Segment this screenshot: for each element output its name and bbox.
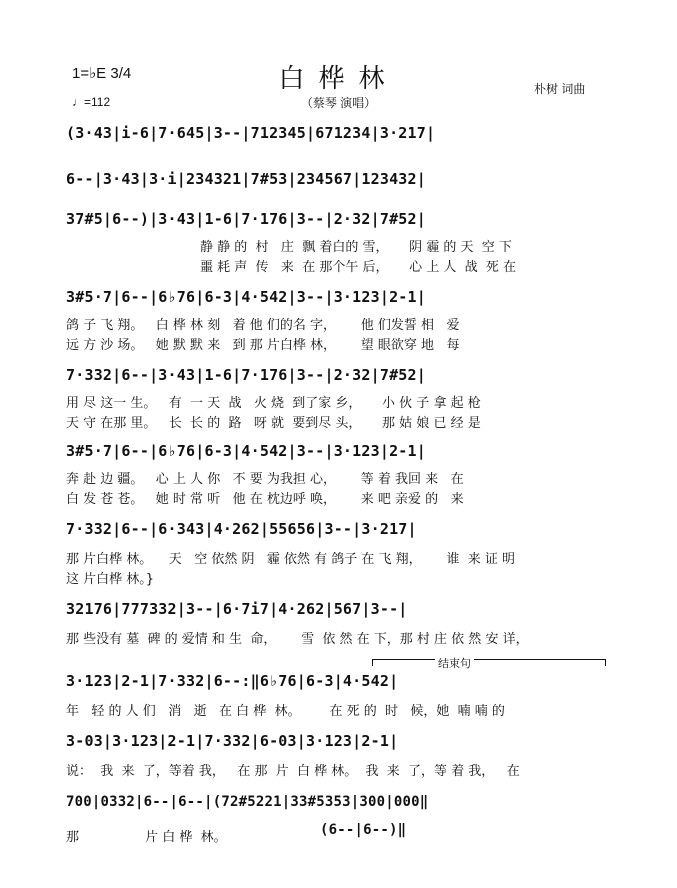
singer-credit: （蔡琴 演唱） [300, 96, 377, 110]
lyric-row-4b: 远 方 沙 场。 她 默 默 来 到 那 片白桦 林， 望 眼欲穿 地 每 [66, 338, 460, 353]
lyric-row-9: 年 轻 的 人 们 消 逝 在 白 桦 林。 在 死 的 时 候，她 喃 喃 的 [66, 704, 505, 719]
coda-label: 结束句 [435, 655, 474, 671]
coda-alt-notes: (6--|6--)‖ [320, 822, 407, 838]
lyric-row-3b: 噩 耗 声 传 来 在 那个午 后， 心 上 人 战 死 在 [200, 260, 517, 275]
notation-row-10: 3-03|3·123|2-1|7·332|6-03|3·123|2-1| [66, 732, 399, 750]
lyric-row-7a: 那 片白桦 林。 天 空 依然 阴 霾 依然 有 鸽子 在 飞 翔， 谁 来 证 明 [66, 552, 515, 567]
lyric-row-11: 那 片 白 桦 林。 [66, 830, 227, 845]
notation-row-11: 700|0332|6--|6--|(72#5221|33#5353|300|000‖ [66, 794, 429, 810]
coda-bracket [372, 659, 606, 666]
notation-row-2: 6--|3·43|3·i|234321|7#53|234567|123432| [66, 170, 426, 188]
notation-row-8: 32176|777332|3--|6·7i7|4·262|567|3--| [66, 600, 408, 618]
notation-row-4: 3#5·7|6--|6♭76|6-3|4·542|3--|3·123|2-1| [66, 288, 426, 306]
lyric-row-3a: 静 静 的 村 庄 飘 着白的 雪， 阴 霾 的 天 空 下 [200, 240, 512, 255]
author-credit: 朴树 词曲 [534, 82, 586, 96]
notation-row-1: (3·43|i-6|7·645|3--|712345|671234|3·217| [66, 124, 436, 142]
lyric-row-5a: 用 尽 这一 生。 有 一 天 战 火 烧 到了家 乡， 小 伙 子 拿 起 枪 [66, 396, 481, 411]
song-title: 白桦林 [278, 64, 399, 94]
key-signature: 1=♭E 3/4 [72, 65, 132, 82]
lyric-row-5b: 天 守 在那 里。 长 长 的 路 呀 就 要到尽 头， 那 姑 娘 已 经 是 [66, 416, 481, 431]
lyric-row-7b: 这 片白桦 林。} [66, 572, 155, 587]
lyric-row-8: 那 些没有 墓 碑 的 爱情 和 生 命， 雪 依 然 在 下，那 村 庄 依 然 安 详， [66, 632, 529, 647]
lyric-row-4a: 鸽 子 飞 翔。 白 桦 林 刻 着 他 们的名 字， 他 们发誓 相 爱 [66, 318, 460, 333]
lyric-row-6b: 白 发 苍 苍。 她 时 常 听 他 在 枕边呼 唤， 来 吧 亲爱 的 来 [66, 492, 464, 507]
lyric-row-10: 说： 我 来 了，等着 我， 在 那 片 白 桦 林。 我 来 了，等 着 我， 在 [66, 764, 520, 779]
notation-row-3: 37#5|6--)|3·43|1-6|7·176|3--|2·32|7#52| [66, 210, 426, 228]
tempo-marking: ♩=112 [72, 95, 111, 109]
notation-row-6: 3#5·7|6--|6♭76|6-3|4·542|3--|3·123|2-1| [66, 442, 426, 460]
notation-row-9: 3·123|2-1|7·332|6--:‖6♭76|6-3|4·542| [66, 672, 399, 690]
notation-row-5: 7·332|6--|3·43|1-6|7·176|3--|2·32|7#52| [66, 366, 426, 384]
notation-row-7: 7·332|6--|6·343|4·262|55656|3--|3·217| [66, 520, 417, 538]
lyric-row-6a: 奔 赴 边 疆。 心 上 人 你 不 要 为我担 心， 等 着 我回 来 在 [66, 472, 464, 487]
